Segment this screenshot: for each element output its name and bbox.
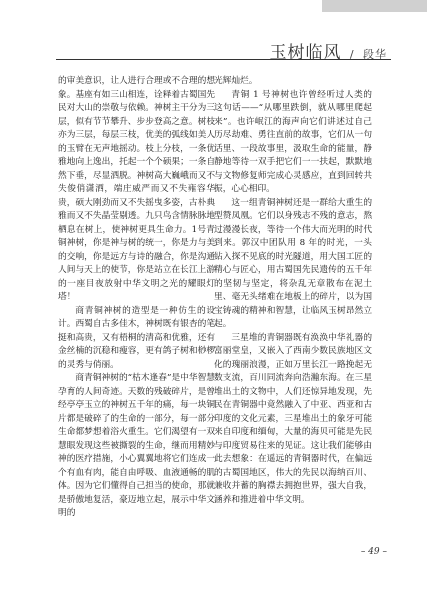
paragraph: 商青铜神树的造型是一种仿生的设计。西蜀自古多佳木，神树既有银杏的笔挺和高贵，又有梧桐的清高和优雅，还有金丝楠的沉稳和瘦容，更有鸽子树和桫椤的灵秀与俏丽。 — [58, 305, 215, 370]
paragraph: 商青铜神树的“枯木逢春”是中华智慧孕育的人间奇迹。天数的残破碎片，是曾经亭亭玉立的神树五千年的痛，每一块铜片都是破碎了的生命的一部分，每一部分生命都梦想着浴火重生。它们渴望有一双慧眼发现这些被撕裂的生命，继而用精妙神的医疗措施，小心翼翼地将它们连成一个有血有肉，能自由呼吸、血液通畅的肌体。因为它们懂得自己担当的使命，那就是骄傲地复活，豪迈地立起，展示中华文明的 — [58, 373, 215, 518]
paragraph: 三星堆的青铜器既有涣涣中华礼器的富丽堂皇，又嵌入了西南少数民族地区文化的瑰丽浪漫，正如万里长江一路挽起无数支流，百川同流奔向浩瀚东海。在三星堆出土的文物中，人们还惊异地发现，先民在青铜器中竟然融入了中亚、西亚和古印度的文化元素，三星堆出土的象牙可能来自印度和缅甸，大量的海贝可能是先民与印度贸易往来的见证。这让我们能够由此去想象：在遥远的青铜器时代，在偏远的古蜀国地区，伟大的先民以海纳百川、兼收并蓄的胸襟去拥抱世界，强大自我，涵养和推进着中华文明。 — [214, 332, 372, 505]
paragraph: 这一组青铜神树还是一群给大重生的型赞凤凰。它们以身残志不残的意志，熬过漫漫长夜，等待一个伟大而光明的时代到来。郭汉中团队用 8 年的时光，一头钻入探不见底的时光隧道，用大国工匠的精心与匠心，用古蜀国先民遗传的五千年的坚韧与坚定，将杂乱无章散布在泥土里、毫无头绪难在地板上的碎片，以为国宝铸魂的精神和智慧，让临风玉树昂然立起。 — [214, 197, 372, 329]
paragraph: 光辉灿烂。 — [214, 76, 258, 86]
header-rule — [56, 59, 391, 60]
left-column — [58, 75, 215, 521]
article-author: 段华 — [363, 48, 387, 61]
header-separator: / — [349, 48, 355, 61]
page-number: – 49 – — [360, 547, 387, 557]
paragraph: 青铜 1 号神树也许曾经听过人类的这句话——“从哪里跌倒，就从哪里爬起来”。也许岷江的海声向它们讲述过自己历尽劫难、勇往直前的故事，它们从一句话里、一段故事里，汲取生命的能量，静静地等待一双手把它们一一扶起，默默地与文物修复师完成心灵感应，直到回转共振，心心相印。 — [214, 89, 372, 194]
article-title: 玉树临风 — [269, 43, 342, 63]
paragraph: 的审美意识，让人进行合理或不合理的想象。基座有如三山相连，诠释着古蜀国先民对大山的崇敬与依赖。神树主干分为三层，似有节节攀升、步步登高之意。树枝亦为三层，每层三枝，优美的弧线如美人的玉臂在无声地摇动。枝上分枝，一条优雅地向上逸出，托起一个个硕果；一条自然下垂，尽显洒脱。神树高大巍峨而又不失俊俏潇洒，端庄威严而又不失雍容华贵，硕大刚劲而又不失摇曳多姿，古朴典雅而又不失晶莹剔透。九只鸟含情脉脉地栖息在树上，使神树更具生命力。1号青铜神树，你是神与树的统一，你是力与美的交响，你是远方与诗的融合，你是沟通人间与天上的使节，你是站立在长江上游的一座目夜放射中华文明之光的耀眼灯塔！ — [58, 76, 215, 302]
header-decoration-bar — [322, 0, 427, 12]
right-column — [214, 75, 372, 507]
